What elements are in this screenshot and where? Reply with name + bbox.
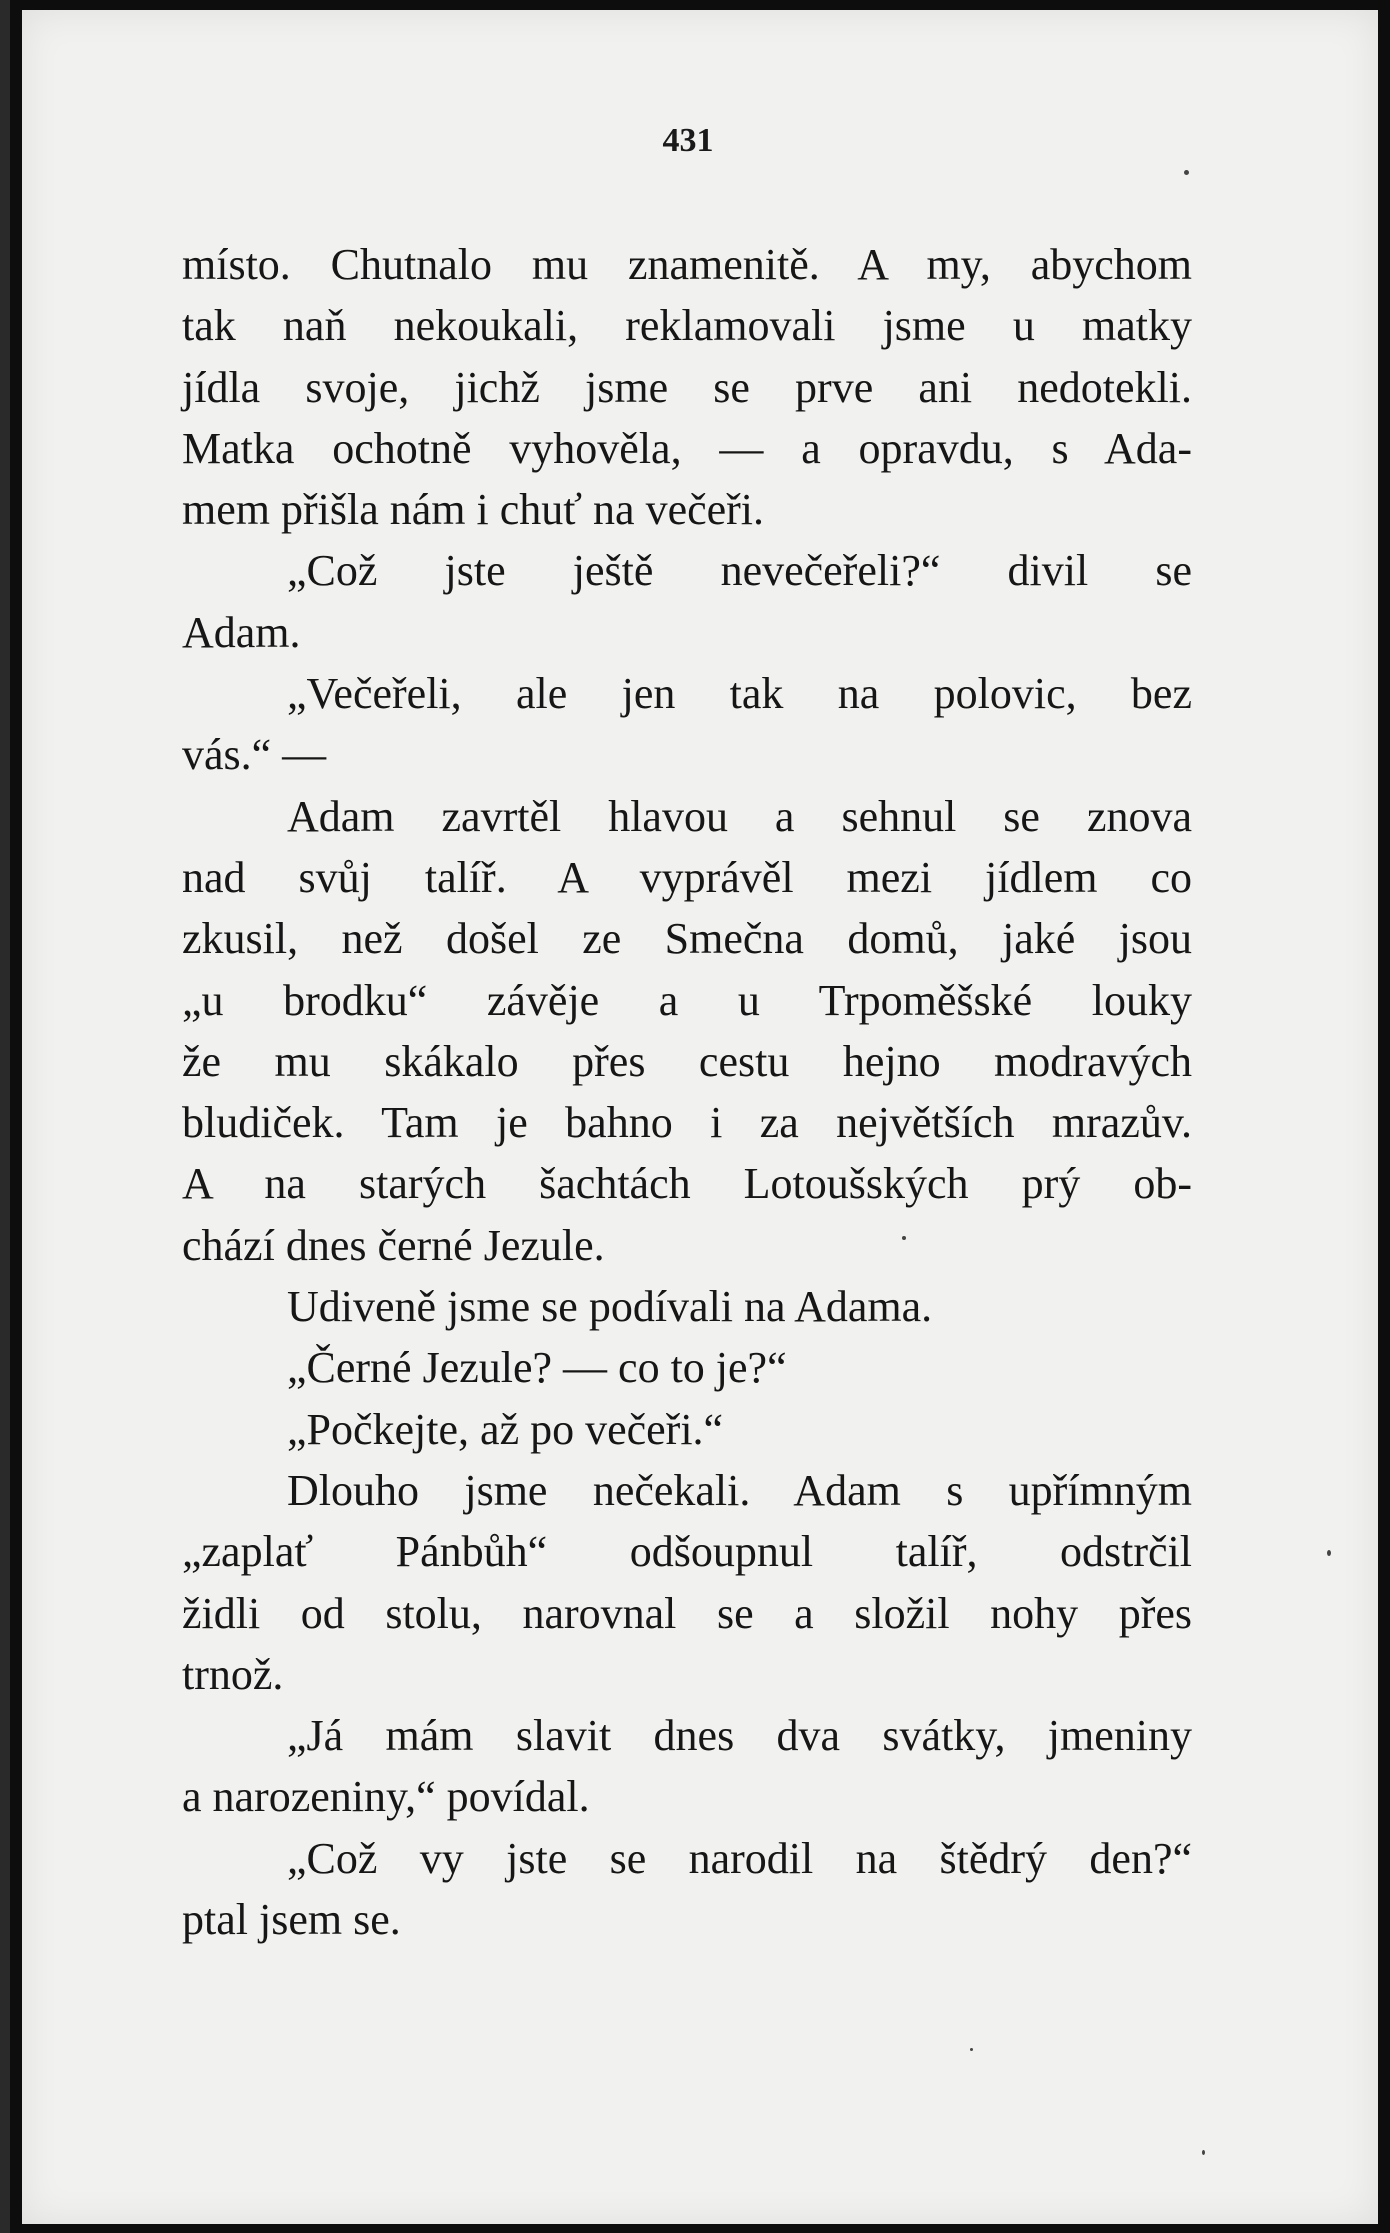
text-line: „Večeřeli, ale jen tak na polovic, bez <box>287 669 1192 719</box>
text-line: chází dnes černé Jezule. <box>182 1220 605 1270</box>
print-speck <box>970 2048 973 2051</box>
text-line: zkusil, než došel ze Smečna domů, jaké jsou <box>182 914 1192 964</box>
text-line: Dlouho jsme nečekali. Adam s upřímným <box>287 1465 1192 1515</box>
text-line: „Černé Jezule? — co to je?“ <box>287 1343 787 1393</box>
text-line: nad svůj talíř. A vyprávěl mezi jídlem co <box>182 852 1192 902</box>
text-line: tak naň nekoukali, reklamovali jsme u matky <box>182 301 1192 351</box>
text-line: židli od stolu, narovnal se a složil nohy přes <box>182 1588 1192 1638</box>
text-line: „zaplať Pánbůh“ odšoupnul talíř, odstrčil <box>182 1527 1192 1577</box>
page-number: 431 <box>662 122 714 159</box>
text-line: Matka ochotně vyhověla, — a opravdu, s Ada- <box>182 423 1192 473</box>
text-line: „u brodku“ závěje a u Trpoměšské louky <box>182 975 1192 1025</box>
print-speck <box>1327 1550 1331 1556</box>
text-line: Adam zavrtěl hlavou a sehnul se znova <box>287 791 1192 841</box>
book-page <box>22 10 1378 2224</box>
text-line: místo. Chutnalo mu znamenitě. A my, abychom <box>182 240 1192 289</box>
text-line: jídla svoje, jichž jsme se prve ani nedotekli. <box>182 362 1192 412</box>
binding-edge <box>0 0 10 2233</box>
text-line: že mu skákalo přes cestu hejno modravých <box>182 1036 1192 1086</box>
text-line: trnož. <box>182 1649 284 1699</box>
text-line: mem přišla nám i chuť na večeři. <box>182 485 765 535</box>
text-line: ptal jsem se. <box>182 1895 401 1945</box>
text-line: Udiveně jsme se podívali na Adama. <box>287 1282 933 1332</box>
text-line: „Já mám slavit dnes dva svátky, jmeniny <box>287 1711 1192 1761</box>
body-text <box>182 234 1192 1950</box>
text-line: „Počkejte, až po večeři.“ <box>287 1404 724 1454</box>
print-speck <box>902 1236 906 1240</box>
text-line: vás.“ — <box>182 730 327 780</box>
text-line: A na starých šachtách Lotoušských prý ob- <box>182 1159 1192 1209</box>
text-line: Adam. <box>182 607 301 657</box>
print-speck <box>1184 170 1189 175</box>
text-line: „Což jste ještě nevečeřeli?“ divil se <box>287 546 1192 596</box>
print-speck <box>1202 2150 1205 2155</box>
text-line: „Což vy jste se narodil na štědrý den?“ <box>287 1833 1192 1883</box>
text-line: a narozeniny,“ povídal. <box>182 1772 590 1822</box>
text-line: bludiček. Tam je bahno i za největších mrazův. <box>182 1098 1192 1148</box>
